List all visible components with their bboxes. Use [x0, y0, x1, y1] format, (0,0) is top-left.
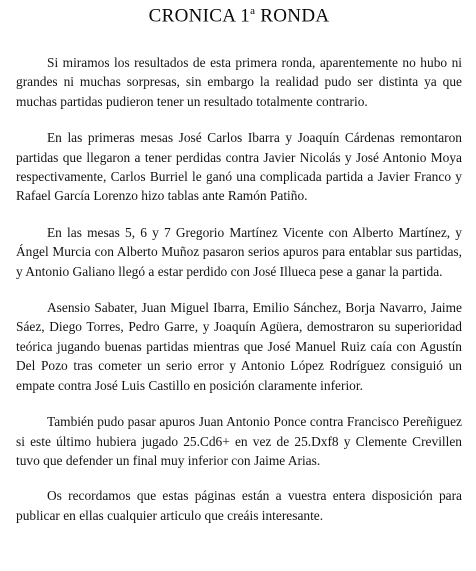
title-superscript: a [250, 5, 256, 17]
paragraph-first-tables: En las primeras mesas José Carlos Ibarra y Joaquín Cárdenas remontaron partidas que llegaron a tener perdidas contra Javier Nicolás y José Antonio Moya respectivamente, Carlos Burriel le ganó una complicada partida a Javier Franco y Rafael García Lorenzo hizo tablas ante Ramón Patiño. [16, 130, 462, 204]
paragraph-tables-5-6-7: En las mesas 5, 6 y 7 Gregorio Martínez Vicente con Alberto Martínez, y Ángel Murcia con Alberto Muñoz pasaron serios apuros para entablar sus partidas, y Antonio Galiano llegó a estar perdido con José Illueca pese a ganar la partida. [16, 224, 462, 279]
paragraph-intro: Si miramos los resultados de esta primera ronda, aparentemente no hubo ni grandes ni muchas sorpresas, sin embargo la realidad pudo ser distinta ya que muchas partidas pudieron tener un resultado totalmente contrario. [16, 55, 462, 109]
title-main: CRONICA 1 [148, 5, 251, 27]
page-title [16, 0, 462, 35]
paragraph-closing-note: Os recordamos que estas páginas están a vuestra entera disposición para publicar en ellas cualquier articulo que creáis interesante. [16, 488, 462, 523]
paragraph-superiority: Asensio Sabater, Juan Miguel Ibarra, Emilio Sánchez, Borja Navarro, Jaime Sáez, Diego Torres, Pedro Garre, y Joaquín Agüera, demostraron su superioridad teórica jugando buenas partidas mientras que José Manuel Ruiz caía con Agustín Del Pozo tras cometer un serio error y Antonio López Rodríguez consiguió un empate contra José Luis Castillo en posición claramente inferior. [16, 300, 462, 393]
paragraph-close-calls: También pudo pasar apuros Juan Antonio Ponce contra Francisco Pereñiguez si este último hubiera jugado 25.Cd6+ en vez de 25.Dxf8 y Clemente Crevillen tuvo que defender un final muy inferior con Jaime Arias. [16, 414, 462, 468]
title-suffix: RONDA [255, 5, 330, 27]
